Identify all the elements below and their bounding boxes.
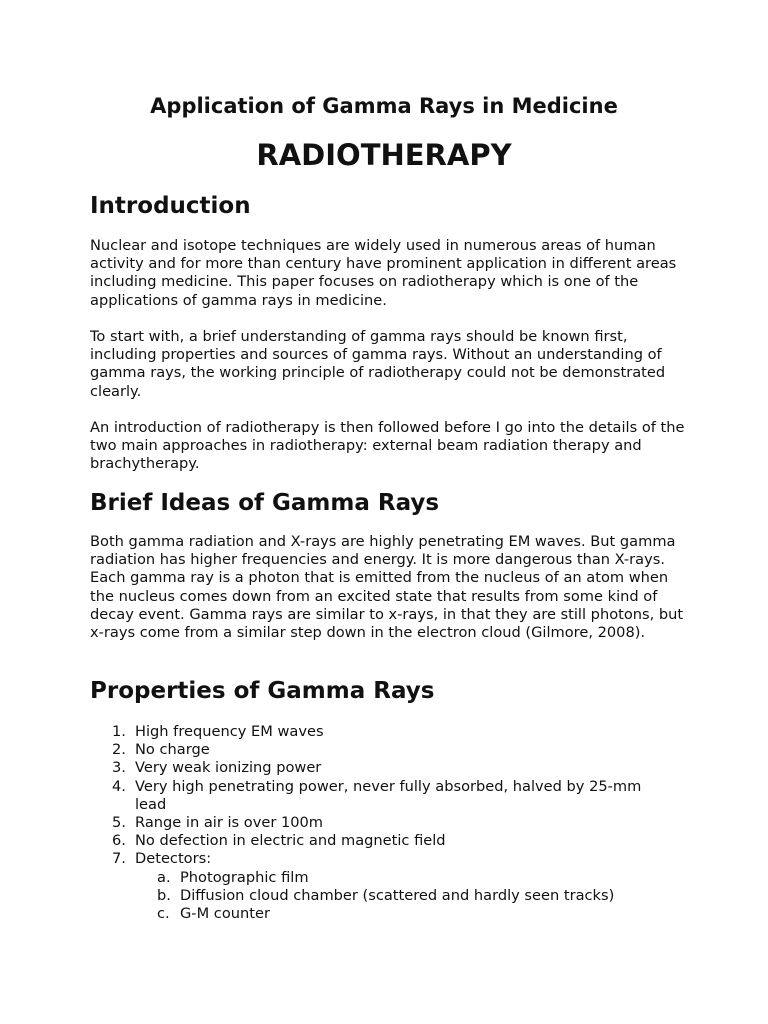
introduction-heading: Introduction (90, 193, 251, 219)
list-item-text: No defection in electric and magnetic field (135, 832, 446, 850)
sub-list-item-text: G-M counter (180, 905, 270, 923)
list-marker: 4. (112, 777, 126, 795)
list-item-text: Very high penetrating power, never fully absorbed, halved by 25-mm lead (135, 777, 642, 813)
list-marker: 6. (112, 832, 126, 850)
list-marker: 5. (112, 814, 126, 832)
properties-list (90, 723, 690, 923)
list-marker: 7. (112, 850, 126, 868)
brief-ideas-heading: Brief Ideas of Gamma Rays (90, 490, 440, 516)
introduction-paragraph-2: To start with, a brief understanding of gamma rays should be known first, including properties and sources of gamma rays. Without an understanding of gamma rays, the working principle of radiotherapy could not be demonstrated clearly. (90, 328, 666, 400)
sub-list-item (90, 905, 690, 923)
sub-list-marker: a. (157, 868, 171, 886)
list-item-text: Very weak ionizing power (135, 759, 322, 777)
list-item-text: Range in air is over 100m (135, 814, 324, 832)
sub-list-marker: b. (157, 886, 171, 904)
page-title: Application of Gamma Rays in Medicine (150, 94, 618, 118)
list-item (90, 759, 690, 777)
list-item (90, 814, 690, 832)
properties-heading: Properties of Gamma Rays (90, 678, 435, 704)
list-item-text: No charge (135, 741, 210, 759)
page-subtitle: RADIOTHERAPY (256, 138, 512, 172)
list-item (90, 832, 690, 850)
sub-list-item (90, 887, 690, 905)
sub-list-item-text: Photographic film (180, 868, 309, 886)
sub-list-item-text: Diffusion cloud chamber (scattered and hardly seen tracks) (180, 886, 615, 904)
brief-ideas-paragraph: Both gamma radiation and X-rays are highly penetrating EM waves. But gamma radiation has higher frequencies and energy. It is more dangerous than X-rays. Each gamma ray is a photon that is emitted from the nucleus of an atom when the nucleus comes down from an excited state that results from some kind of decay event. Gamma rays are similar to x-rays, in that they are still photons, but x-rays come from a similar step down in the electron cloud (Gilmore, 2008). (90, 533, 684, 642)
list-marker: 1. (112, 723, 126, 740)
sub-list-item (90, 869, 690, 887)
list-item (90, 741, 690, 759)
list-item-text: Detectors: (135, 850, 212, 868)
list-marker: 3. (112, 759, 126, 777)
list-item (90, 850, 690, 868)
list-item (90, 778, 690, 814)
list-marker: 2. (112, 741, 126, 759)
list-item-text: High frequency EM waves (135, 723, 324, 740)
sub-list-marker: c. (157, 905, 170, 923)
introduction-paragraph-3: An introduction of radiotherapy is then followed before I go into the details of the two main approaches in radiotherapy: external beam radiation therapy and brachytherapy. (90, 419, 685, 473)
list-item (90, 723, 690, 741)
introduction-paragraph-1: Nuclear and isotope techniques are widely used in numerous areas of human activity and for more than century have prominent application in different areas including medicine. This paper focuses on radiotherapy which is one of the applications of gamma rays in medicine. (90, 237, 677, 309)
